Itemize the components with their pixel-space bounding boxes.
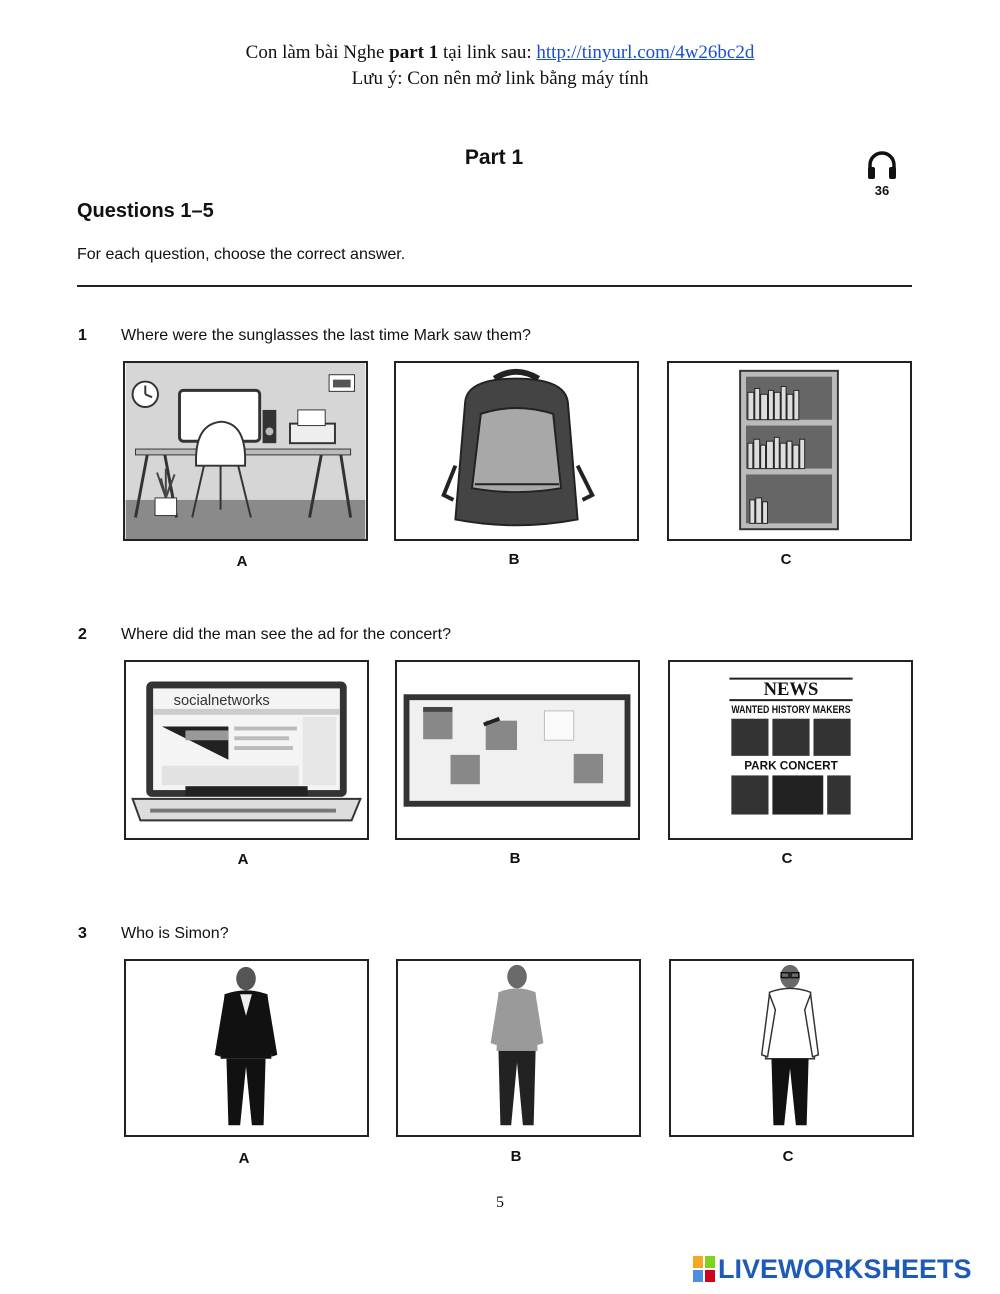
man-in-suit-illustration [126, 961, 367, 1135]
divider [77, 285, 912, 287]
listening-link[interactable]: http://tinyurl.com/4w26bc2d [536, 42, 755, 63]
news-headline: WANTED HISTORY MAKERS [731, 703, 851, 716]
question-2-number: 2 [78, 626, 87, 643]
q2-option-b-image[interactable] [395, 660, 640, 840]
q3-option-c-label: C [782, 1148, 794, 1165]
header-bold: part 1 [389, 42, 439, 63]
man-in-sweater-illustration [671, 961, 912, 1135]
q2-option-b-label: B [509, 850, 521, 867]
question-1-text: Where were the sunglasses the last time Mark saw them? [121, 327, 531, 344]
liveworksheets-logo-icon [693, 1256, 715, 1282]
news-subheadline: PARK CONCERT [744, 759, 838, 773]
newspaper-illustration [670, 662, 911, 838]
laptop-screen-text: socialnetworks [173, 693, 270, 710]
q3-option-b-image[interactable] [396, 959, 641, 1137]
q3-option-a-image[interactable] [124, 959, 369, 1137]
q2-option-a-label: A [237, 851, 249, 868]
q1-option-b-image[interactable] [394, 361, 639, 541]
question-3-number: 3 [78, 925, 87, 942]
instruction: For each question, choose the correct answer. [77, 246, 406, 263]
q3-option-b-label: B [510, 1148, 522, 1165]
question-2-text: Where did the man see the ad for the concert? [121, 626, 451, 643]
q2-option-c-image[interactable] [668, 660, 913, 840]
q3-option-c-image[interactable] [669, 959, 914, 1137]
header-prefix: Con làm bài Nghe [245, 42, 390, 63]
questions-heading: Questions 1–5 [77, 200, 214, 222]
q2-option-c-label: C [781, 850, 793, 867]
bookshelf-illustration [669, 363, 910, 539]
page-number: 5 [496, 1194, 504, 1211]
brand[interactable] [693, 1252, 972, 1286]
q2-option-a-image[interactable] [124, 660, 369, 840]
q1-option-a-image[interactable] [123, 361, 368, 541]
q1-option-b-label: B [508, 551, 520, 568]
man-in-shirt-illustration [398, 961, 639, 1135]
header-line-2: Lưu ý: Con nên mở link bằng máy tính [351, 68, 649, 89]
desk-illustration [125, 363, 366, 539]
question-3-text: Who is Simon? [121, 925, 229, 942]
noticeboard-illustration [397, 662, 638, 838]
brand-name: LIVEWORKSHEETS [718, 1253, 972, 1284]
q1-option-c-label: C [780, 551, 792, 568]
header-mid: tại link sau: [438, 42, 537, 63]
laptop-illustration [126, 662, 367, 838]
audio-track [862, 148, 902, 200]
headphones-icon [865, 148, 899, 182]
question-1-number: 1 [78, 327, 87, 344]
header [0, 40, 1000, 92]
backpack-illustration [396, 363, 637, 539]
part-title: Part 1 [464, 146, 524, 169]
header-line-1 [0, 40, 1000, 66]
q3-option-a-label: A [238, 1150, 250, 1167]
q1-option-a-label: A [236, 553, 248, 570]
q1-option-c-image[interactable] [667, 361, 912, 541]
audio-track-number: 36 [874, 183, 890, 198]
news-masthead: NEWS [763, 679, 819, 701]
